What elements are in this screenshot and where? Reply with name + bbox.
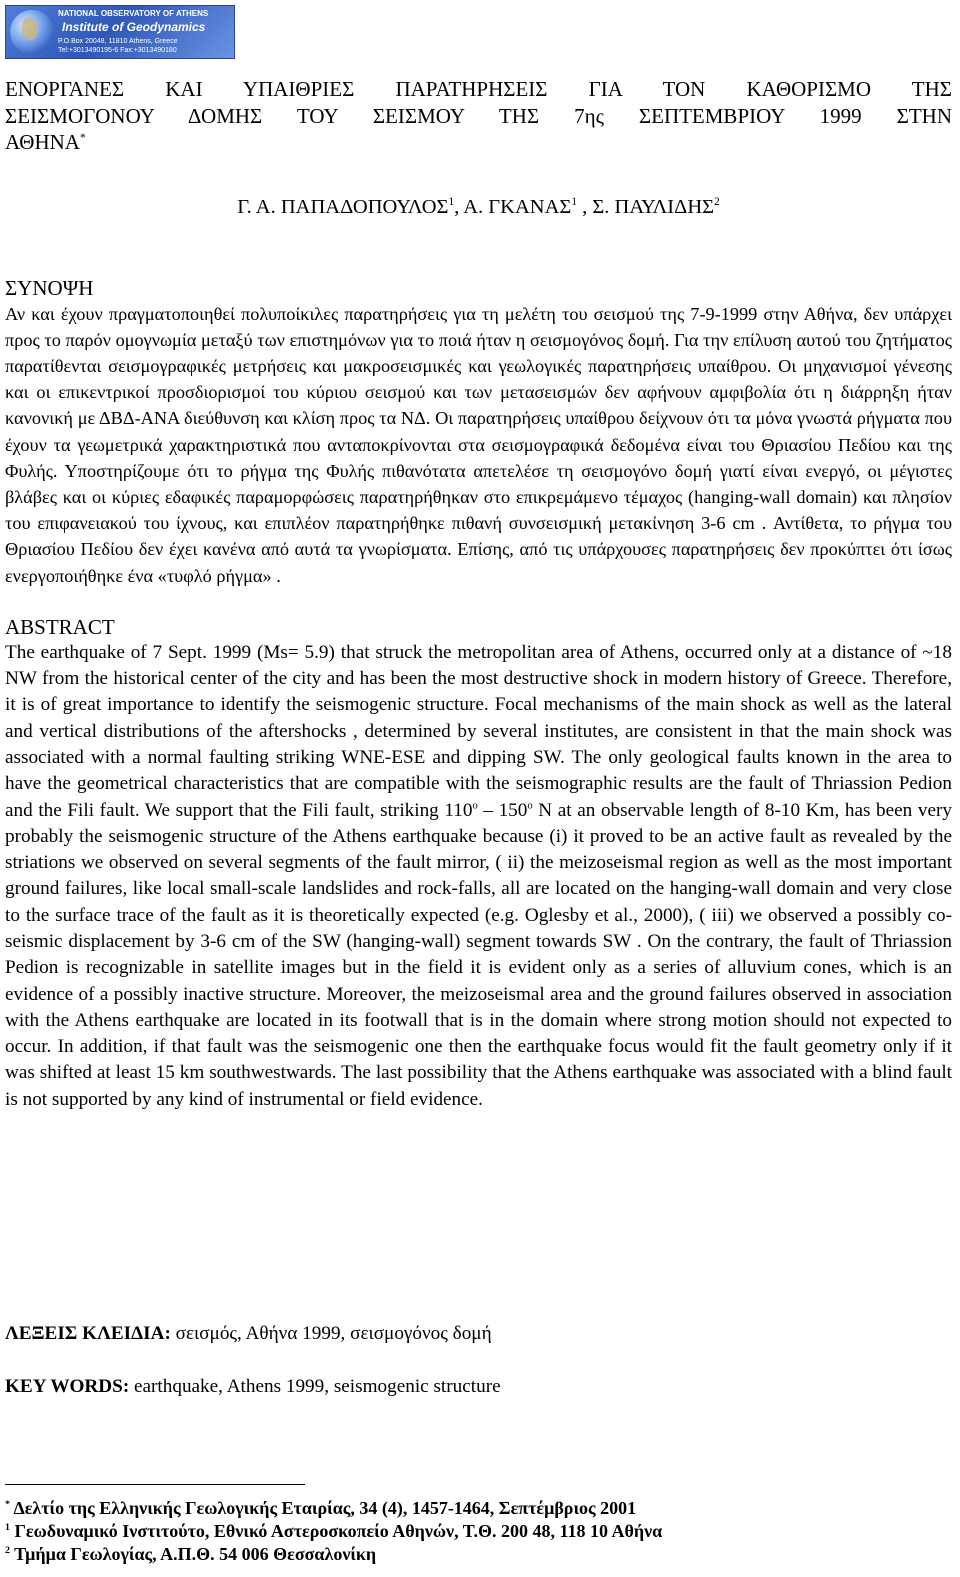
title-word: ΑΘΗΝΑ bbox=[5, 130, 80, 154]
logo-line-2: Institute of Geodynamics bbox=[62, 20, 206, 34]
abstract-part-c: N at an observable length of 8-10 Km, has been very probably the seismogenic structure of the Athens earthquake because (i) it proved to be an active fault as revealed by the striations we observed on several segments of the fault mirror, ( ii) the meizoseismal region as well as the most important ground failures, like local small-scale landslides and rock-falls, all are located on the hanging-wall domain and very close to the surface trace of the fault as it is theoretically expected (e.g. Oglesby et al., 2000), ( iii) we observed a possibly co-seismic displacement by 3-6 cm of the SW (hanging-wall) segment towards SW . On the contrary, the fault of Thriassion Pedion is recognizable in satellite images but in the field it is evident only as a series of alluvium cones, which is an evidence of a possibly inactive structure. Moreover, the meizoseismal area and the ground failures observed in association with the Athens earthquake are located in its footwall that is in the domain where strong motion should not expected to occur. In addition, if that fault was the seismogenic one then the earthquake focus would fit the fault geometry only if it was shifted at least 15 km southwestwards. The last possibility that the Athens earthquake was associated with a blind fault is not supported by any kind of instrumental or field evidence. bbox=[5, 799, 952, 1110]
author-2-affil: 1 bbox=[571, 195, 577, 208]
footnote-3-mark: 2 bbox=[5, 1545, 10, 1556]
footnote-2-mark: 1 bbox=[5, 1522, 10, 1533]
footnote-divider bbox=[5, 1484, 305, 1485]
title-footnote-mark: * bbox=[79, 132, 86, 144]
title-line-1: ΕΝΟΡΓΑΝΕΣ ΚΑΙ ΥΠΑΙΘΡΙΕΣ ΠΑΡΑΤΗΡΗΣΕΙΣ ΓΙΑ ΤΟΝ ΚΑΘΟΡΙΣΜΟ ΤΗΣ bbox=[5, 77, 952, 101]
abstract-text bbox=[5, 640, 952, 1113]
author-1: Γ. Α. ΠΑΠΑΔΟΠΟΥΛΟΣ bbox=[237, 195, 449, 218]
footnote-3 bbox=[5, 1543, 376, 1565]
degree-mark-1: o bbox=[472, 800, 478, 812]
degree-mark-2: o bbox=[527, 800, 533, 812]
keywords-english-label: KEY WORDS: bbox=[5, 1376, 130, 1397]
keywords-english-value: earthquake, Athens 1999, seismogenic structure bbox=[129, 1376, 501, 1397]
title-line-3 bbox=[5, 129, 952, 156]
keywords-english bbox=[5, 1374, 501, 1400]
author-list bbox=[5, 194, 952, 220]
synopsis-heading: ΣΥΝΟΨΗ bbox=[5, 275, 94, 300]
title-line-2: ΣΕΙΣΜΟΓΟΝΟΥ ΔΟΜΗΣ ΤΟΥ ΣΕΙΣΜΟΥ ΤΗΣ 7ης ΣΕΠΤΕΜΒΡΙΟΥ 1999 ΣΤΗΝ bbox=[5, 103, 952, 128]
globe-icon bbox=[10, 10, 54, 54]
synopsis-text: Αν και έχουν πραγματοποιηθεί πολυποίκιλες παρατηρήσεις για τη μελέτη του σεισμού της 7-9-1999 στην Αθήνα, δεν υπάρχει προς το παρόν ομογνωμία μεταξύ των επιστημόνων για το ποιά ήταν η σεισμογόνος δομή. Για την επίλυση αυτού του ζητήματος παρατίθενται σεισμογραφικές μετρήσεις και μακροσεισμικές και γεωλογικές παρατηρήσεις υπαίθρου. Οι μηχανισμοί γένεσης και οι επικεντρικοί προσδιορισμοί του κύριου σεισμού και των μετασεισμών δεν αφήνουν αμφιβολία ότι η διάρρηξη ήταν κανονική με ΔΒΔ-ΑΝΑ διεύθυνση και κλίση προς τα ΝΔ. Οι παρατηρήσεις υπαίθρου δείχνουν ότι τα μόνα γνωστά ρήγματα που έχουν τα γεωμετρικά χαρακτηριστικά που ανταποκρίνονται στα σεισμογραφικά δεδομένα είναι του Θριασίου Πεδίου και της Φυλής. Υποστηρίζουμε ότι το ρήγμα της Φυλής πιθανότατα απετελέσε τη σεισμογόνο δομή γιατί είναι ενεργό, οι μέγιστες βλάβες και οι κύριες εδαφικές παραμορφώσεις παρατηρήθηκαν στο επικρεμάμενο τέμαχος (hanging-wall domain) και πλησίον του επιφανειακού του ίχνους, και επιπλέον παρατηρήθηκε πιθανή συνσεισμική μετακίνηση 3-6 cm . Αντίθετα, το ρήγμα του Θριασίου Πεδίου δεν έχει κανένα από αυτά τα γνωρίσματα. Επίσης, από τις υπάρχουσες παρατηρήσεις δεν προκύπτει ότι ίσως ενεργοποιήθηκε ένα «τυφλό ρήγμα» . bbox=[5, 303, 952, 586]
footnote-3-text: Τμήμα Γεωλογίας, Α.Π.Θ. 54 006 Θεσσαλονίκη bbox=[9, 1544, 377, 1564]
author-3-affil: 2 bbox=[714, 195, 720, 208]
logo-line-3: P.O.Box 20048, 11810 Athens, Greece bbox=[58, 38, 178, 45]
author-1-affil: 1 bbox=[448, 195, 455, 208]
keywords-greek-label: ΛΕΞΕΙΣ ΚΛΕΙΔΙΑ: bbox=[5, 1323, 171, 1344]
footnote-1-text: Δελτίο της Ελληνικής Γεωλογικής Εταιρίας, 34 (4), 1457-1464, Σεπτέμβριος 2001 bbox=[9, 1498, 637, 1518]
abstract-heading: ABSTRACT bbox=[5, 614, 115, 639]
abstract-part-b: – 150 bbox=[477, 799, 528, 821]
paper-body bbox=[5, 76, 952, 1113]
logo-line-1: NATIONAL OBSERVATORY OF ATHENS bbox=[58, 9, 209, 18]
footnote-1 bbox=[5, 1497, 636, 1519]
footnote-2 bbox=[5, 1520, 662, 1542]
keywords-greek-value: σεισμός, Αθήνα 1999, σεισμογόνος δομή bbox=[170, 1323, 492, 1344]
author-3: , Σ. ΠΑΥΛΙΔΗΣ bbox=[576, 195, 715, 218]
footnote-2-text: Γεωδυναμικό Ινστιτούτο, Εθνικό Αστεροσκοπείο Αθηνών, Τ.Θ. 200 48, 118 10 Αθήνα bbox=[9, 1521, 663, 1541]
keywords-greek bbox=[5, 1321, 492, 1347]
author-2: , Α. ΓΚΑΝΑΣ bbox=[454, 195, 572, 218]
footnote-1-mark: * bbox=[5, 1499, 10, 1510]
logo-line-4: Tel:+3013490195-6 Fax:+3013490180 bbox=[58, 47, 177, 54]
abstract-part-a: The earthquake of 7 Sept. 1999 (Ms= 5.9) that struck the metropolitan area of Athens, occurred only at a distance of ~18 NW from the historical center of the city and has been the most destructive shock in modern history of Greece. Therefore, it is of great importance to identify the seismogenic structure. Focal mechanisms of the main shock as well as the lateral and vertical distributions of the aftershocks , determined by several institutes, are consistent in that the main shock was associated with a normal faulting striking WNE-ESE and dipping SW. The only geological faults known in the area to have the geometrical characteristics that are compatible with the seismographic results are the fault of Thriassion Pedion and the Fili fault. We support that the Fili fault, striking 110 bbox=[5, 641, 952, 821]
institute-logo bbox=[5, 5, 235, 59]
